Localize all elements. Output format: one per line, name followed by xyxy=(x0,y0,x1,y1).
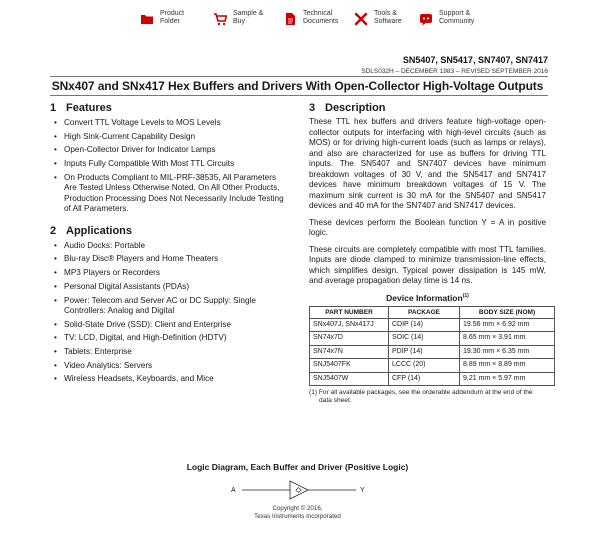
part-number-cell: SN74x7N xyxy=(310,345,389,359)
tools-software-link[interactable] xyxy=(354,10,421,36)
description-paragraph: These devices perform the Boolean function Y = A in positive logic. xyxy=(309,217,546,237)
features-list xyxy=(50,118,290,215)
list-item: • Video Analytics: Servers xyxy=(50,361,290,372)
header-rule xyxy=(50,76,548,77)
document-icon xyxy=(283,12,297,26)
tools-software-label-1: Tools & xyxy=(374,10,397,17)
table-header-row xyxy=(310,306,555,318)
applications-heading-text: Applications xyxy=(66,224,133,237)
technical-documents-label-1: Technical xyxy=(303,10,333,17)
list-item: • TV: LCD, Digital, and High-Definition (HDTV) xyxy=(50,333,290,344)
sample-buy-label-2: Buy xyxy=(233,18,246,25)
title-rule xyxy=(50,95,548,96)
device-information-table xyxy=(309,306,555,387)
table-row xyxy=(310,318,555,332)
document-revision: SDLS032H – DECEMBER 1983 – REVISED SEPTEMBER 2016 xyxy=(361,68,548,75)
part-numbers: SN5407, SN5417, SN7407, SN7417 xyxy=(402,55,548,65)
part-number-cell: SN74x7D xyxy=(310,332,389,346)
list-item: • Blu-ray Disc® Players and Home Theaters xyxy=(50,254,290,265)
body-size-cell: 19.30 mm × 6.35 mm xyxy=(460,345,555,359)
table-row xyxy=(310,345,555,359)
sample-buy-label-1: Sample & xyxy=(233,10,264,17)
list-item: • On Products Compliant to MIL-PRF-38535, All Parameters Are Tested Unless Otherwise Noted. On All Other Products, Production Processing Does Not Necessarily Include Testing of All Parameters. xyxy=(50,173,290,215)
part-number-cell: SNJ5407W xyxy=(310,372,389,386)
page-title: SNx407 and SNx417 Hex Buffers and Drivers With Open-Collector High-Voltage Outputs xyxy=(51,79,544,93)
features-heading xyxy=(50,102,290,114)
applications-list xyxy=(50,241,290,385)
tools-software-label-2: Software xyxy=(374,18,402,25)
package-cell: LCCC (20) xyxy=(389,359,460,373)
product-folder-label-2: Folder xyxy=(160,18,180,25)
column-header: PACKAGE xyxy=(389,306,460,318)
body-size-cell: 8.65 mm × 3.91 mm xyxy=(460,332,555,346)
list-item: • Wireless Headsets, Keyboards, and Mice xyxy=(50,374,290,385)
support-community-label-2: Community xyxy=(439,18,475,25)
product-folder-link[interactable] xyxy=(140,10,207,36)
support-community-label-1: Support & xyxy=(439,10,471,17)
device-information-title xyxy=(309,293,546,303)
description-number: 3 xyxy=(309,102,316,114)
features-number: 1 xyxy=(50,102,57,114)
resource-toolbar xyxy=(140,10,486,36)
list-item: • High Sink-Current Capability Design xyxy=(50,132,290,143)
list-item: • Convert TTL Voltage Levels to MOS Levels xyxy=(50,118,290,129)
applications-heading xyxy=(50,225,290,237)
part-number-cell: SNx407J, SNx417J xyxy=(310,318,389,332)
output-label: Y xyxy=(360,487,365,494)
description-heading-text: Description xyxy=(325,102,386,114)
input-label: A xyxy=(231,487,236,494)
table-footnote: (1) For all available packages, see the orderable addendum at the end of the data sheet. xyxy=(309,389,533,404)
list-item: • Inputs Fully Compatible With Most TTL Circuits xyxy=(50,159,290,170)
body-size-cell: 19.56 mm × 6.92 mm xyxy=(460,318,555,332)
technical-documents-link[interactable] xyxy=(283,10,350,36)
package-cell: CDIP (14) xyxy=(389,318,460,332)
left-column xyxy=(50,102,290,388)
features-heading-text: Features xyxy=(66,102,112,114)
table-row xyxy=(310,359,555,373)
list-item: • Open-Collector Driver for Indicator Lamps xyxy=(50,145,290,156)
product-folder-label-1: Product xyxy=(160,10,185,17)
package-cell: SOIC (14) xyxy=(389,332,460,346)
description-heading xyxy=(309,102,546,114)
copyright-line-2: Texas Instruments Incorporated xyxy=(254,512,341,520)
buffer-symbol xyxy=(240,478,358,502)
description-body xyxy=(309,117,546,287)
support-community-link[interactable] xyxy=(419,10,486,36)
cart-icon xyxy=(213,12,227,26)
list-item: • Solid-State Drive (SSD): Client and Enterprise xyxy=(50,320,290,331)
body-size-cell: 8.89 mm × 8.89 mm xyxy=(460,359,555,373)
list-item: • MP3 Players or Recorders xyxy=(50,268,290,279)
table-row xyxy=(310,332,555,346)
sample-buy-link[interactable] xyxy=(213,10,280,36)
right-column xyxy=(309,102,546,405)
logic-diagram-title: Logic Diagram, Each Buffer and Driver (Positive Logic) xyxy=(186,462,409,472)
device-information-note-ref: (1) xyxy=(462,292,469,299)
buffer-triangle xyxy=(290,481,308,499)
column-header: BODY SIZE (NOM) xyxy=(460,306,555,318)
part-number-cell: SNJ5407FK xyxy=(310,359,389,373)
tools-icon xyxy=(354,12,368,26)
technical-documents-label-2: Documents xyxy=(303,18,339,25)
device-information-title-text: Device Information xyxy=(386,292,463,303)
body-size-cell: 9.21 mm × 5.97 mm xyxy=(460,372,555,386)
support-icon xyxy=(419,12,433,26)
applications-number: 2 xyxy=(50,224,57,237)
package-cell: CFP (14) xyxy=(389,372,460,386)
copyright xyxy=(0,505,595,520)
description-paragraph: These circuits are completely compatible with most TTL families. Inputs are diode clamped to minimize transmission-line effects, which simplifies design. Typical power dissipation is 145 mW, and average propagation delay time is 14 ns. xyxy=(309,244,546,285)
list-item: • Tablets: Enterprise xyxy=(50,347,290,358)
list-item: • Personal Digital Assistants (PDAs) xyxy=(50,282,290,293)
table-row xyxy=(310,372,555,386)
package-cell: PDIP (14) xyxy=(389,345,460,359)
description-paragraph: These TTL hex buffers and drivers feature high-voltage open-collector outputs for interfacing with high-level circuits (such as MOS) or for driving high-current loads (such as lamps or relays), and also are characterized for use as buffers for driving TTL inputs. The SN5407 and SN7407 devices have minimum breakdown voltages of 30 V, and the SN5417 and SN7417 devices have minimum breakdown voltages of 15 V. The maximum sink current is 30 mA for the SN5407 and SN5417 devices and 40 mA for the SN7407 and SN7417 devices. xyxy=(309,117,546,210)
column-header: PART NUMBER xyxy=(310,306,389,318)
folder-icon xyxy=(140,12,154,26)
copyright-line-1: Copyright © 2016, xyxy=(272,505,323,512)
list-item: • Audio Docks: Portable xyxy=(50,241,290,252)
list-item: • Power: Telecom and Server AC or DC Supply: Single Controllers: Analog and Digital xyxy=(50,296,290,317)
